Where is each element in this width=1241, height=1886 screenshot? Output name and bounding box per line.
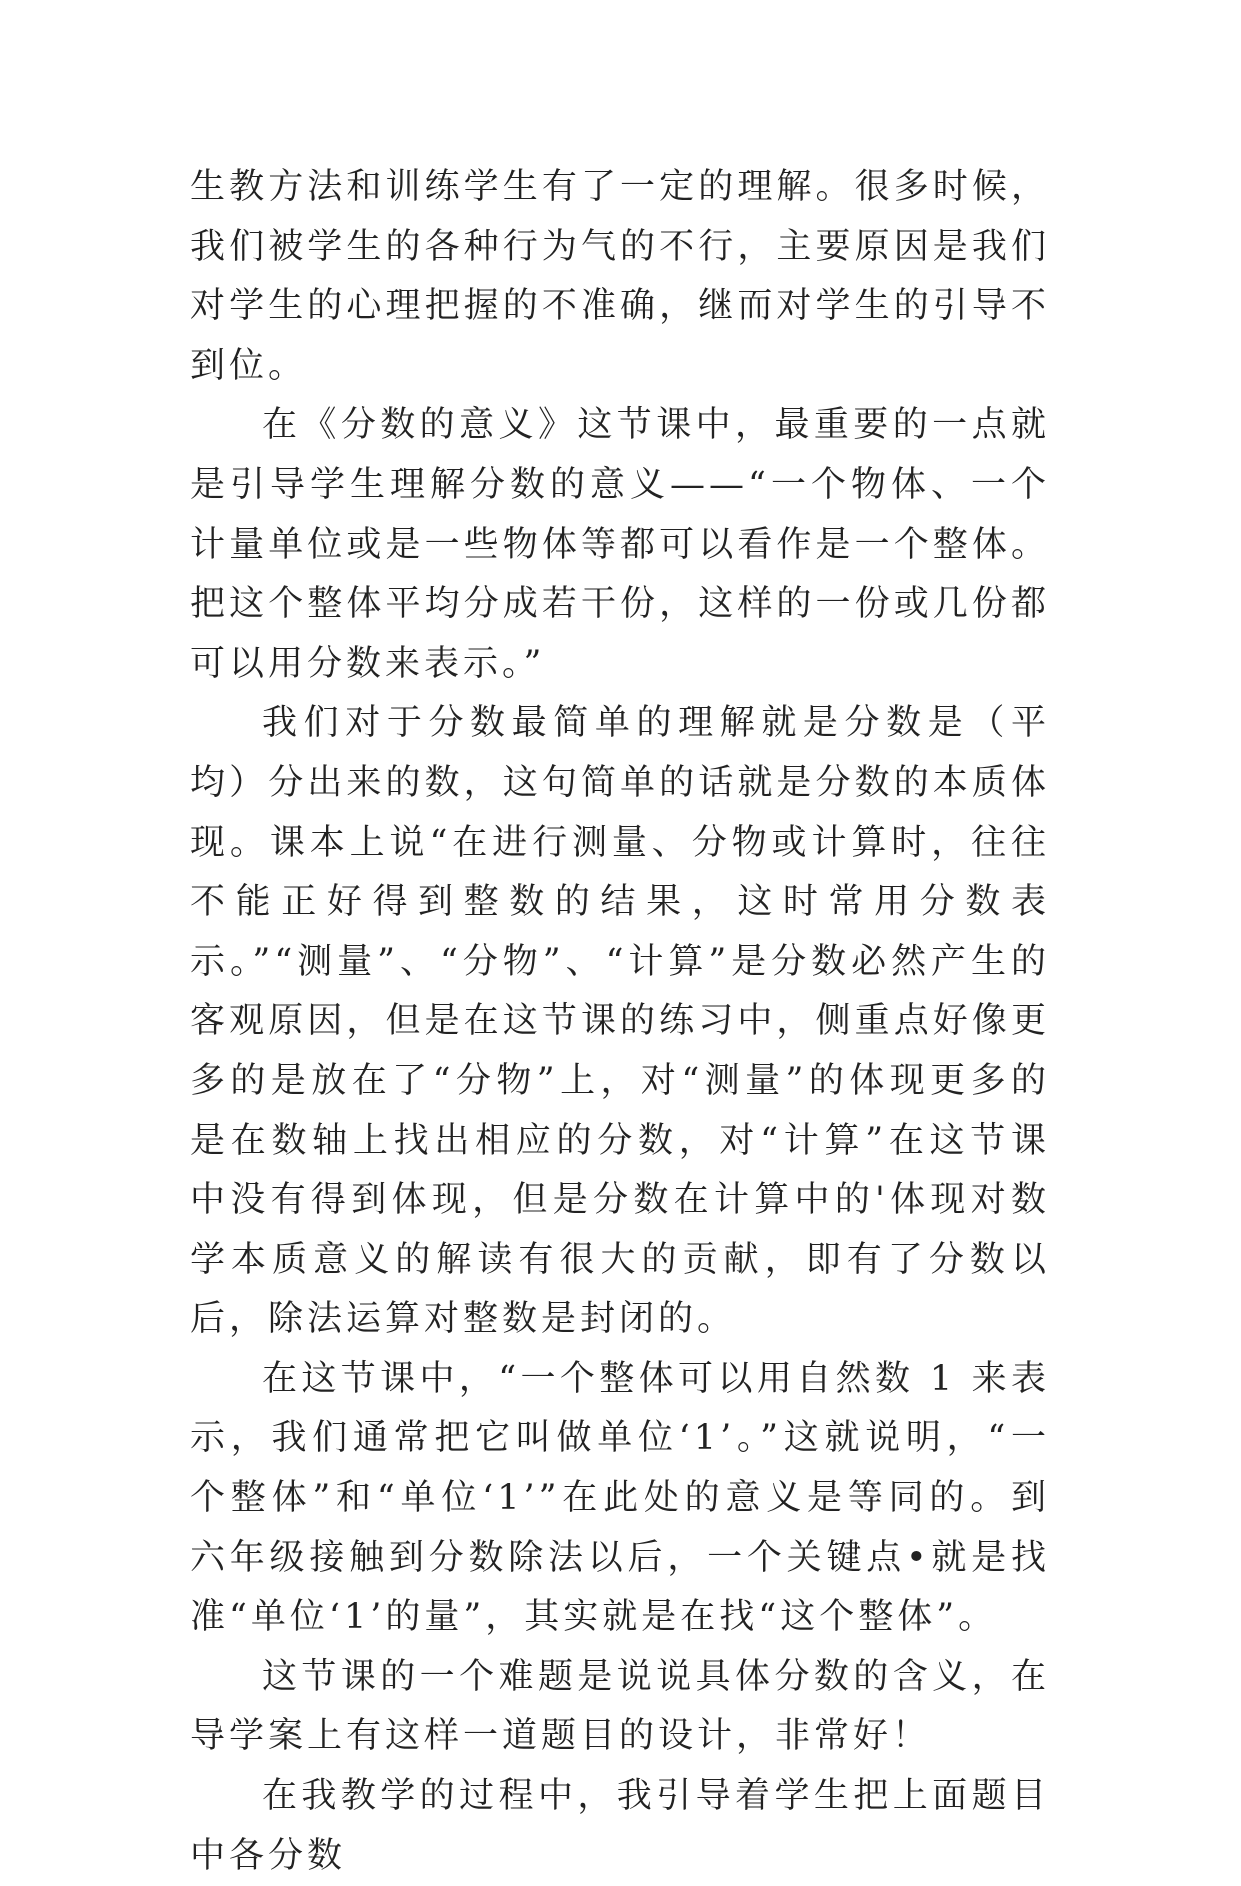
paragraph-1: 生教方法和训练学生有了一定的理解。很多时候，我们被学生的各种行为气的不行，主要原因是我们对学生的心理把握的不准确，继而对学生的引导不到位。 (190, 167, 1050, 386)
paragraph-4: 在这节课中，“一个整体可以用自然数 1 来表示，我们通常把它叫做单位‘1’。”这就说明，“一个整体”和“单位‘1’”在此处的意义是等同的。到六年级接触到分数除法以后，一个关键点•就是找准“单位‘1’的量”，其实就是在找“这个整体”。 (190, 1358, 1050, 1638)
paragraph-5: 这节课的一个难题是说说具体分数的含义，在导学案上有这样一道题目的设计，非常好！ (190, 1656, 1050, 1757)
body-text (190, 158, 1050, 1886)
paragraph-6: 在我教学的过程中，我引导着学生把上面题目中各分数 (190, 1776, 1050, 1876)
paragraph-3: 我们对于分数最简单的理解就是分数是（平均）分出来的数，这句简单的话就是分数的本质体现。课本上说“在进行测量、分物或计算时，往往不能正好得到整数的结果，这时常用分数表示。”“测量”、“分物”、“计算”是分数必然产生的客观原因，但是在这节课的练习中，侧重点好像更多的是放在了“分物”上，对“测量”的体现更多的是在数轴上找出相应的分数，对“计算”在这节课中没有得到体现，但是分数在计算中的'体现对数学本质意义的解读有很大的贡献，即有了分数以后，除法运算对整数是封闭的。 (190, 703, 1050, 1340)
paragraph-2: 在《分数的意义》这节课中，最重要的一点就是引导学生理解分数的意义——“一个物体、一个计量单位或是一些物体等都可以看作是一个整体。把这个整体平均分成若干份，这样的一份或几份都可以用分数来表示。” (190, 405, 1050, 684)
